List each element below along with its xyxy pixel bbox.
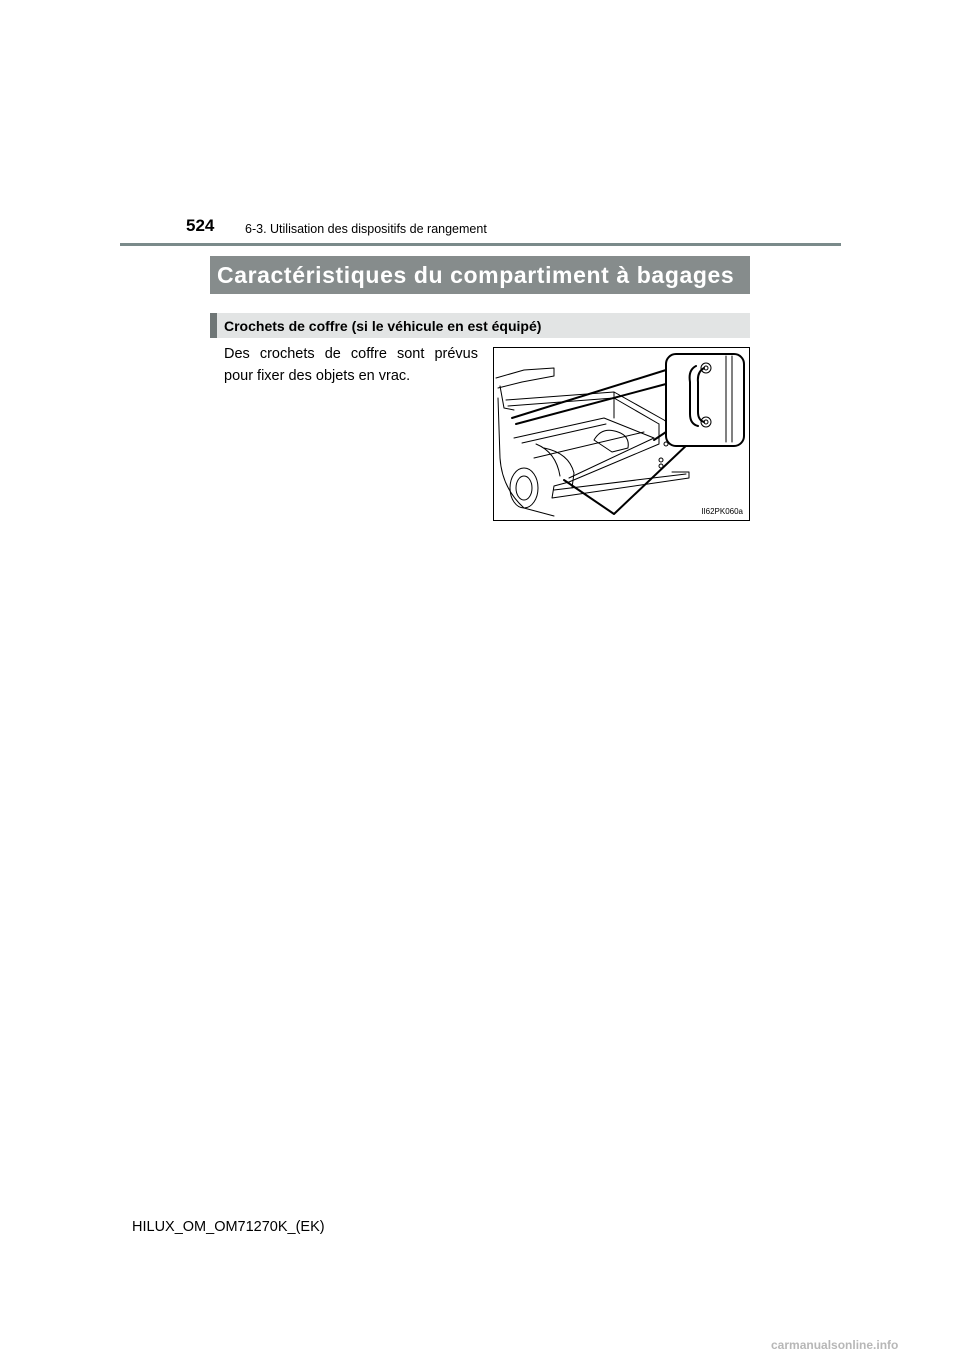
page-number: 524 — [186, 216, 215, 235]
watermark: carmanualsonline.info — [771, 1338, 899, 1352]
header-divider — [120, 243, 841, 246]
subsection-marker — [210, 313, 217, 338]
body-text — [224, 343, 478, 387]
section-path: 6-3. Utilisation des dispositifs de rangement — [245, 222, 487, 236]
section-title-bar — [210, 256, 750, 294]
figure-code: II62PK060a — [701, 507, 743, 516]
subsection-title: Crochets de coffre (si le véhicule en est équipé) — [224, 317, 542, 334]
pickup-bed-hooks-figure — [493, 347, 750, 521]
subsection-bar — [210, 313, 750, 338]
pickup-truck-illustration — [494, 348, 749, 520]
footer-doc-code: HILUX_OM_OM71270K_(EK) — [132, 1219, 325, 1235]
section-title: Caractéristiques du compartiment à bagages — [217, 261, 735, 288]
body-paragraph: Des crochets de coffre sont prévus pour fixer des objets en vrac. — [224, 346, 478, 384]
